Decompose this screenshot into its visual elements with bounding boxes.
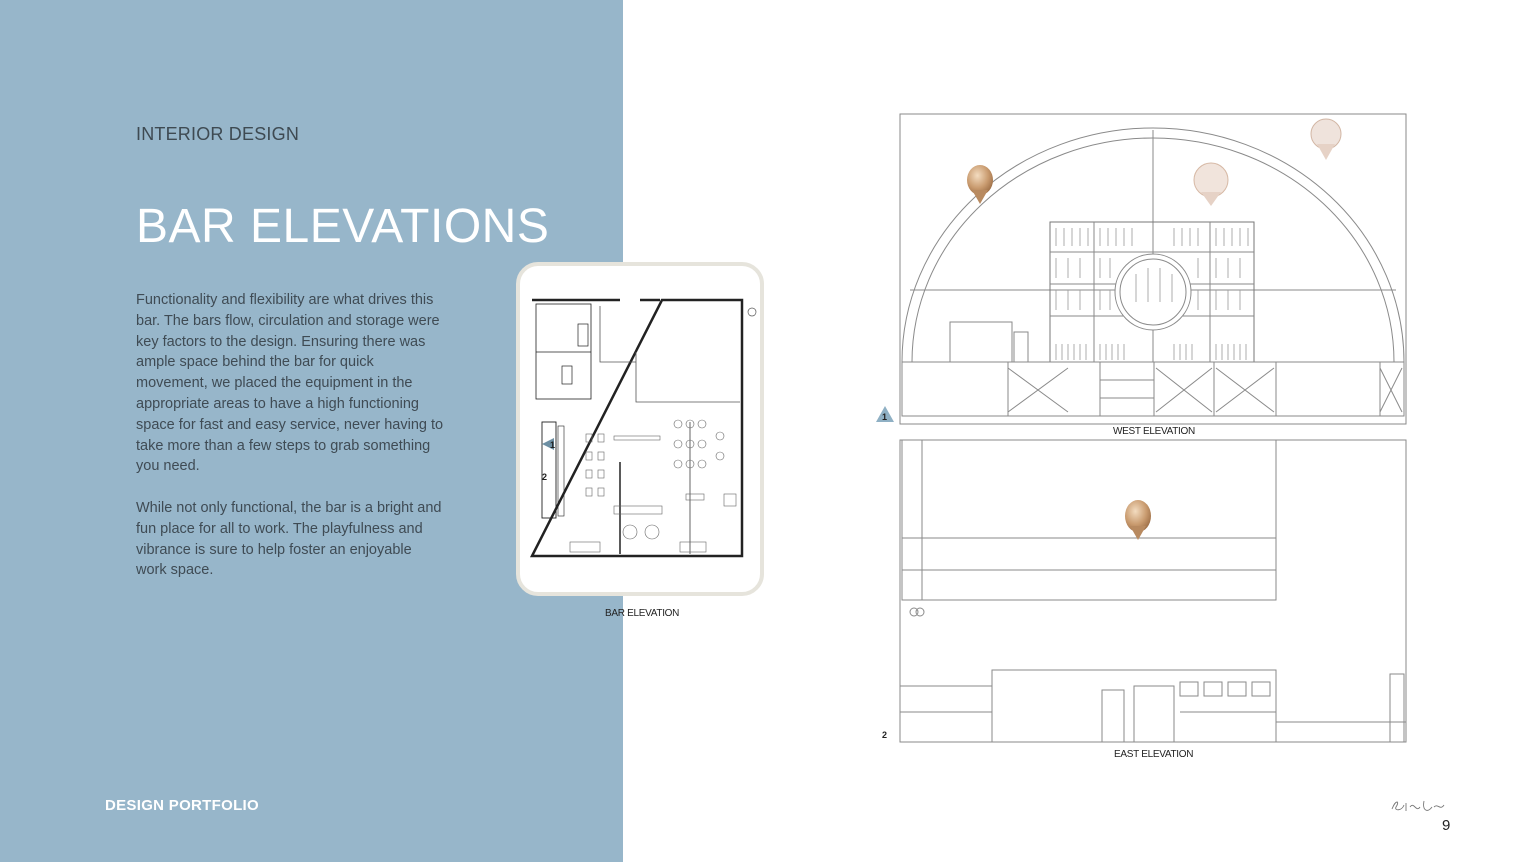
plan-caption: BAR ELEVATION (605, 608, 680, 619)
clock-pendant-icon (1194, 163, 1228, 197)
plan-marker-1-label: 1 (550, 440, 556, 450)
plan-marker-2-label: 2 (542, 472, 548, 482)
west-elevation-caption: WEST ELEVATION (1113, 426, 1195, 437)
elevation-marker-1-label: 1 (882, 412, 888, 422)
elevations-drawing (870, 108, 1430, 773)
section-eyebrow: INTERIOR DESIGN (136, 124, 300, 144)
floor-plan-drawing (520, 266, 760, 592)
description-paragraph-2: While not only functional, the bar is a bright and fun place for all to work. The playfulness and vibrance is sure to help foster an enjoyable work space. (136, 499, 442, 579)
elevations-svg (870, 108, 1430, 768)
portfolio-label: DESIGN PORTFOLIO (105, 797, 259, 814)
elevation-marker-2-label: 2 (882, 730, 888, 740)
description (136, 290, 446, 602)
designer-signature (1388, 795, 1452, 817)
floor-plan-card (516, 262, 764, 596)
plan-tables (570, 420, 736, 552)
east-elevation-caption: EAST ELEVATION (1114, 749, 1194, 760)
description-paragraph-1: Functionality and flexibility are what drives this bar. The bars flow, circulation and storage were key factors to the design. Ensuring there was ample space behind the bar for quick movement, we placed the equipment in the appropriate areas to have a high functioning space for fast and easy service, never having to take more than a few steps to grab something you need. (136, 292, 444, 475)
page-title: BAR ELEVATIONS (136, 200, 550, 254)
page-number: 9 (1442, 817, 1451, 834)
